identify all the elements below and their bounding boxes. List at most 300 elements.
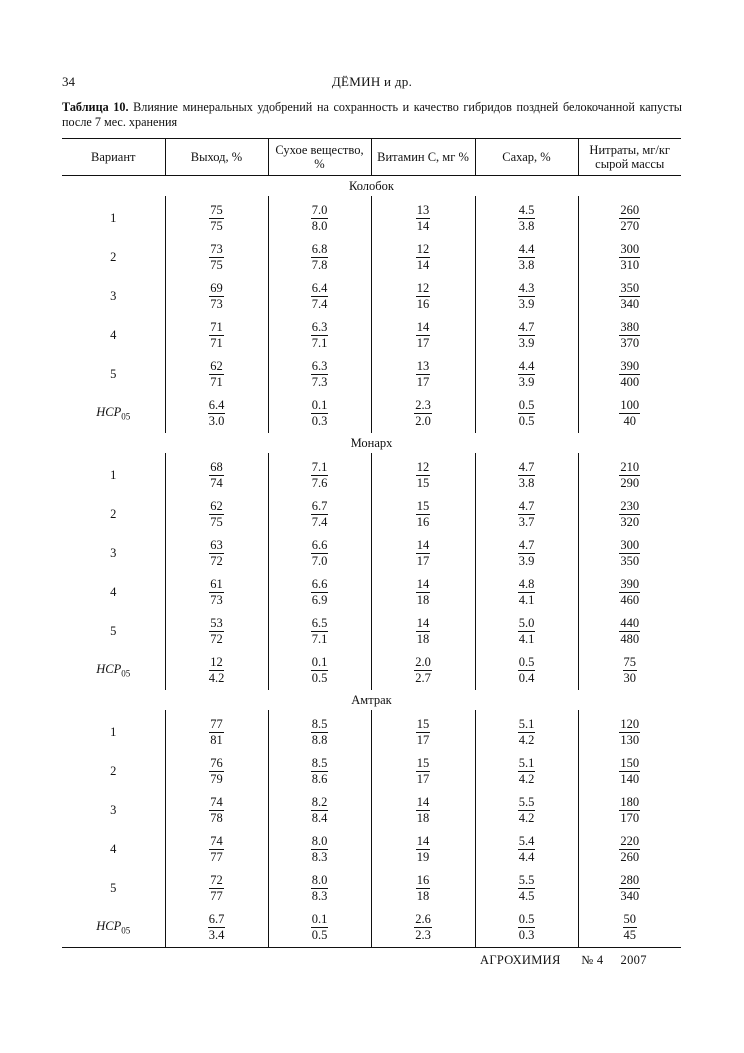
data-cell — [268, 830, 371, 869]
fraction-numerator: 5.0 — [518, 615, 535, 630]
data-cell — [268, 710, 371, 752]
fraction-denominator: 0.5 — [311, 927, 328, 942]
fraction-numerator: 63 — [210, 537, 223, 552]
data-cell — [165, 752, 268, 791]
fraction-numerator: 2.6 — [415, 911, 431, 926]
fraction-value — [209, 321, 224, 350]
fraction-denominator: 14 — [416, 257, 430, 272]
fraction-denominator: 3.0 — [208, 413, 225, 428]
fraction-denominator: 17 — [416, 771, 430, 786]
fraction-denominator: 170 — [620, 810, 640, 825]
fraction-numerator: 13 — [416, 358, 430, 373]
data-cell — [371, 573, 475, 612]
fraction-denominator: 2.0 — [415, 413, 431, 428]
hcp-row — [62, 908, 681, 948]
fraction-denominator: 17 — [416, 335, 430, 350]
fraction-numerator: 0.1 — [311, 397, 328, 412]
fraction-value — [209, 757, 224, 786]
fraction-denominator: 8.4 — [311, 810, 328, 825]
fraction-value — [209, 243, 224, 272]
fraction-value — [518, 399, 536, 428]
running-title: ДЁМИН и др. — [331, 74, 413, 89]
fraction-numerator: 12 — [416, 280, 430, 295]
data-cell — [475, 453, 578, 495]
fraction-denominator: 18 — [416, 888, 430, 903]
fraction-denominator: 0.5 — [311, 670, 328, 685]
fraction-numerator: 4.7 — [518, 319, 535, 334]
fraction-denominator: 3.7 — [518, 514, 535, 529]
section-row — [62, 176, 681, 197]
fraction-value — [416, 282, 431, 311]
fraction-numerator: 12 — [416, 241, 430, 256]
fraction-denominator: 74 — [210, 475, 223, 490]
fraction-numerator: 5.5 — [518, 794, 535, 809]
fraction-denominator: 0.5 — [518, 413, 535, 428]
fraction-denominator: 72 — [210, 631, 223, 646]
fraction-denominator: 8.3 — [311, 849, 328, 864]
fraction-numerator: 71 — [210, 319, 223, 334]
fraction-numerator: 260 — [620, 202, 640, 217]
fraction-numerator: 15 — [416, 498, 430, 513]
fraction-value — [209, 718, 224, 747]
fraction-value — [619, 874, 640, 903]
data-cell — [371, 355, 475, 394]
table-row — [62, 752, 681, 791]
data-cell — [165, 534, 268, 573]
variant-cell: 1 — [110, 468, 117, 482]
fraction-value — [209, 578, 224, 607]
fraction-denominator: 16 — [416, 296, 430, 311]
data-cell — [165, 710, 268, 752]
variant-cell: 2 — [110, 250, 117, 264]
data-cell — [578, 752, 681, 791]
fraction-value — [416, 321, 431, 350]
fraction-value — [619, 360, 640, 389]
fraction-numerator: 4.7 — [518, 537, 535, 552]
data-cell — [578, 710, 681, 752]
hcp-cell — [578, 651, 681, 690]
data-cell — [578, 612, 681, 651]
data-cell — [371, 277, 475, 316]
fraction-denominator: 4.1 — [518, 631, 535, 646]
fraction-value — [416, 500, 431, 529]
fraction-denominator: 15 — [416, 475, 430, 490]
fraction-numerator: 69 — [210, 280, 223, 295]
fraction-denominator: 0.4 — [518, 670, 535, 685]
fraction-numerator: 6.6 — [311, 537, 328, 552]
data-cell — [578, 238, 681, 277]
fraction-numerator: 73 — [210, 241, 223, 256]
hcp-label-subscript: 05 — [121, 925, 131, 936]
fraction-value — [414, 656, 432, 685]
fraction-numerator: 4.7 — [518, 459, 535, 474]
fraction-value — [311, 913, 329, 942]
variant-cell: 1 — [110, 211, 117, 225]
journal-name: АГРОХИМИЯ — [480, 953, 561, 967]
table-row — [62, 238, 681, 277]
data-cell — [371, 791, 475, 830]
fraction-denominator: 3.9 — [518, 374, 535, 389]
fraction-denominator: 17 — [416, 553, 430, 568]
fraction-denominator: 7.3 — [311, 374, 328, 389]
hcp-label-text: HCP — [96, 662, 122, 677]
hcp-cell — [371, 394, 475, 433]
data-cell — [268, 355, 371, 394]
data-cell — [165, 277, 268, 316]
fraction-numerator: 0.1 — [311, 911, 328, 926]
fraction-denominator: 4.2 — [518, 771, 535, 786]
variant-cell: 4 — [110, 328, 117, 342]
variant-cell: 3 — [110, 289, 117, 303]
fraction-denominator: 7.6 — [311, 475, 328, 490]
fraction-denominator: 18 — [416, 810, 430, 825]
fraction-denominator: 6.9 — [311, 592, 328, 607]
fraction-numerator: 12 — [210, 654, 223, 669]
fraction-numerator: 280 — [620, 872, 640, 887]
data-cell — [475, 791, 578, 830]
fraction-denominator: 3.8 — [518, 475, 535, 490]
fraction-denominator: 78 — [210, 810, 223, 825]
fraction-denominator: 75 — [210, 514, 223, 529]
fraction-value — [209, 500, 224, 529]
fraction-value — [619, 461, 640, 490]
data-cell — [475, 612, 578, 651]
data-cell — [268, 752, 371, 791]
data-cell — [475, 196, 578, 238]
fraction-numerator: 6.4 — [208, 397, 225, 412]
fraction-denominator: 3.8 — [518, 218, 535, 233]
fraction-denominator: 0.3 — [311, 413, 328, 428]
section-row — [62, 433, 681, 453]
fraction-denominator: 30 — [623, 670, 636, 685]
fraction-denominator: 8.6 — [311, 771, 328, 786]
hcp-row — [62, 394, 681, 433]
fraction-value — [619, 282, 640, 311]
column-header: Выход, % — [165, 139, 268, 176]
fraction-denominator: 73 — [210, 592, 223, 607]
fraction-denominator: 4.2 — [518, 810, 535, 825]
fraction-numerator: 220 — [620, 833, 640, 848]
data-cell — [578, 791, 681, 830]
fraction-value — [416, 617, 431, 646]
data-cell — [578, 830, 681, 869]
fraction-value — [518, 656, 536, 685]
variant-cell: 5 — [110, 367, 117, 381]
data-cell — [475, 830, 578, 869]
data-cell — [475, 752, 578, 791]
fraction-numerator: 14 — [416, 319, 430, 334]
fraction-value — [208, 913, 226, 942]
data-cell — [578, 573, 681, 612]
fraction-numerator: 74 — [210, 833, 223, 848]
fraction-value — [311, 243, 329, 272]
data-cell — [268, 316, 371, 355]
fraction-denominator: 7.8 — [311, 257, 328, 272]
hcp-cell — [165, 651, 268, 690]
data-cell — [268, 869, 371, 908]
hcp-row — [62, 651, 681, 690]
fraction-value — [209, 360, 224, 389]
data-cell — [268, 495, 371, 534]
fraction-numerator: 4.8 — [518, 576, 535, 591]
fraction-denominator: 8.0 — [311, 218, 328, 233]
fraction-numerator: 390 — [620, 358, 640, 373]
section-title: Амтрак — [351, 692, 392, 707]
data-cell — [475, 573, 578, 612]
fraction-numerator: 74 — [210, 794, 223, 809]
hcp-cell — [268, 394, 371, 433]
fraction-value — [518, 913, 536, 942]
data-cell — [371, 710, 475, 752]
data-cell — [165, 316, 268, 355]
fraction-value — [518, 718, 536, 747]
variant-cell: 4 — [110, 842, 117, 856]
fraction-numerator: 72 — [210, 872, 223, 887]
data-cell — [371, 316, 475, 355]
fraction-value — [416, 796, 431, 825]
fraction-value — [619, 757, 640, 786]
fraction-numerator: 150 — [620, 755, 640, 770]
hcp-cell — [268, 908, 371, 948]
data-cell — [578, 534, 681, 573]
data-cell — [268, 612, 371, 651]
data-cell — [475, 869, 578, 908]
fraction-numerator: 4.5 — [518, 202, 535, 217]
fraction-denominator: 19 — [416, 849, 430, 864]
hcp-label-cell — [62, 908, 165, 948]
fraction-denominator: 3.8 — [518, 257, 535, 272]
fraction-numerator: 210 — [620, 459, 640, 474]
variant-cell: 3 — [110, 546, 117, 560]
fraction-denominator: 79 — [210, 771, 223, 786]
fraction-value — [414, 399, 432, 428]
fraction-numerator: 300 — [620, 537, 640, 552]
fraction-denominator: 340 — [620, 888, 640, 903]
fraction-denominator: 73 — [210, 296, 223, 311]
fraction-numerator: 230 — [620, 498, 640, 513]
table-row — [62, 612, 681, 651]
hcp-cell — [371, 908, 475, 948]
fraction-denominator: 17 — [416, 732, 430, 747]
fraction-denominator: 7.1 — [311, 335, 328, 350]
fraction-value — [209, 874, 224, 903]
fraction-numerator: 6.7 — [311, 498, 328, 513]
fraction-value — [208, 399, 226, 428]
variant-cell: 4 — [110, 585, 117, 599]
fraction-denominator: 460 — [620, 592, 640, 607]
fraction-denominator: 290 — [620, 475, 640, 490]
fraction-numerator: 13 — [416, 202, 430, 217]
fraction-value — [311, 461, 329, 490]
fraction-value — [311, 204, 329, 233]
section-title: Монарх — [350, 435, 393, 450]
fraction-denominator: 77 — [210, 849, 223, 864]
data-cell — [578, 869, 681, 908]
variant-cell: 5 — [110, 624, 117, 638]
fraction-value — [518, 500, 536, 529]
fraction-numerator: 76 — [210, 755, 223, 770]
fraction-numerator: 5.5 — [518, 872, 535, 887]
fraction-denominator: 3.9 — [518, 553, 535, 568]
table-row — [62, 355, 681, 394]
fraction-denominator: 130 — [620, 732, 640, 747]
fraction-denominator: 18 — [416, 631, 430, 646]
fraction-denominator: 81 — [210, 732, 223, 747]
fraction-value — [209, 204, 224, 233]
fraction-denominator: 4.2 — [518, 732, 535, 747]
fraction-value — [414, 913, 432, 942]
table-row — [62, 277, 681, 316]
hcp-label — [96, 405, 131, 422]
data-cell — [165, 495, 268, 534]
fraction-denominator: 72 — [210, 553, 223, 568]
fraction-denominator: 75 — [210, 218, 223, 233]
fraction-numerator: 62 — [210, 358, 223, 373]
page-number: 34 — [62, 74, 75, 89]
data-cell — [165, 791, 268, 830]
data-cell — [165, 573, 268, 612]
fraction-value — [311, 656, 329, 685]
fraction-denominator: 75 — [210, 257, 223, 272]
fraction-value — [416, 718, 431, 747]
variant-cell: 1 — [110, 725, 117, 739]
fraction-value — [209, 282, 224, 311]
fraction-numerator: 390 — [620, 576, 640, 591]
fraction-value — [416, 204, 431, 233]
fraction-denominator: 140 — [620, 771, 640, 786]
fraction-numerator: 4.4 — [518, 358, 535, 373]
fraction-numerator: 2.0 — [415, 654, 431, 669]
fraction-denominator: 320 — [620, 514, 640, 529]
fraction-denominator: 7.0 — [311, 553, 328, 568]
fraction-numerator: 75 — [210, 202, 223, 217]
fraction-numerator: 4.3 — [518, 280, 535, 295]
table-caption-text: Влияние минеральных удобрений на сохранность и качество гибридов поздней белокочанной капусты после 7 мес. хранения — [62, 100, 682, 129]
fraction-value — [619, 399, 640, 428]
fraction-numerator: 8.5 — [311, 755, 328, 770]
fraction-value — [416, 539, 431, 568]
fraction-numerator: 6.5 — [311, 615, 328, 630]
hcp-cell — [578, 394, 681, 433]
fraction-numerator: 62 — [210, 498, 223, 513]
data-cell — [268, 573, 371, 612]
data-cell — [475, 710, 578, 752]
fraction-value — [311, 718, 329, 747]
hcp-label-subscript: 05 — [121, 668, 131, 679]
table-row — [62, 830, 681, 869]
fraction-numerator: 6.7 — [208, 911, 225, 926]
table-row — [62, 869, 681, 908]
fraction-value — [416, 757, 431, 786]
fraction-value — [518, 835, 536, 864]
fraction-denominator: 71 — [210, 335, 223, 350]
data-table — [62, 138, 681, 948]
data-cell — [371, 238, 475, 277]
fraction-value — [518, 461, 536, 490]
fraction-denominator: 71 — [210, 374, 223, 389]
table-label: Таблица 10. — [62, 100, 129, 114]
data-cell — [371, 495, 475, 534]
table-row — [62, 573, 681, 612]
fraction-value — [209, 656, 225, 685]
fraction-value — [311, 874, 329, 903]
data-cell — [475, 355, 578, 394]
fraction-value — [518, 617, 536, 646]
data-cell — [371, 869, 475, 908]
fraction-denominator: 2.7 — [415, 670, 431, 685]
column-header: Нитраты, мг/кг сырой массы — [578, 139, 681, 176]
variant-cell: 5 — [110, 881, 117, 895]
section-title: Колобок — [349, 178, 394, 193]
journal-footer — [480, 953, 647, 968]
fraction-numerator: 7.0 — [311, 202, 328, 217]
fraction-numerator: 14 — [416, 833, 430, 848]
data-cell — [371, 534, 475, 573]
fraction-value — [518, 578, 536, 607]
fraction-numerator: 53 — [210, 615, 223, 630]
fraction-value — [619, 617, 640, 646]
journal-issue: № 4 — [581, 953, 604, 967]
data-cell — [475, 316, 578, 355]
fraction-numerator: 14 — [416, 615, 430, 630]
data-cell — [165, 869, 268, 908]
data-cell — [268, 238, 371, 277]
fraction-denominator: 77 — [210, 888, 223, 903]
fraction-value — [416, 578, 431, 607]
fraction-numerator: 4.4 — [518, 241, 535, 256]
fraction-value — [619, 243, 640, 272]
fraction-numerator: 7.1 — [311, 459, 328, 474]
fraction-numerator: 68 — [210, 459, 223, 474]
data-cell — [475, 277, 578, 316]
fraction-value — [311, 578, 329, 607]
fraction-numerator: 350 — [620, 280, 640, 295]
hcp-cell — [268, 651, 371, 690]
data-table-container — [62, 138, 681, 948]
fraction-numerator: 6.6 — [311, 576, 328, 591]
fraction-value — [311, 282, 329, 311]
fraction-numerator: 6.3 — [311, 358, 328, 373]
fraction-value — [623, 913, 638, 942]
table-row — [62, 453, 681, 495]
data-cell — [578, 316, 681, 355]
variant-cell: 3 — [110, 803, 117, 817]
hcp-cell — [371, 651, 475, 690]
fraction-value — [619, 321, 640, 350]
fraction-value — [311, 539, 329, 568]
hcp-label — [96, 919, 131, 936]
fraction-denominator: 310 — [620, 257, 640, 272]
table-body — [62, 176, 681, 948]
hcp-cell — [475, 394, 578, 433]
column-header: Вариант — [62, 139, 165, 176]
fraction-value — [311, 360, 329, 389]
variant-cell: 2 — [110, 507, 117, 521]
fraction-value — [311, 321, 329, 350]
hcp-cell — [578, 908, 681, 948]
fraction-numerator: 120 — [620, 716, 640, 731]
fraction-numerator: 0.5 — [518, 911, 535, 926]
fraction-value — [311, 835, 329, 864]
fraction-value — [416, 243, 431, 272]
hcp-label-cell — [62, 394, 165, 433]
fraction-value — [416, 874, 431, 903]
data-cell — [371, 612, 475, 651]
fraction-numerator: 14 — [416, 794, 430, 809]
data-cell — [165, 453, 268, 495]
fraction-numerator: 0.5 — [518, 397, 535, 412]
fraction-value — [518, 874, 536, 903]
